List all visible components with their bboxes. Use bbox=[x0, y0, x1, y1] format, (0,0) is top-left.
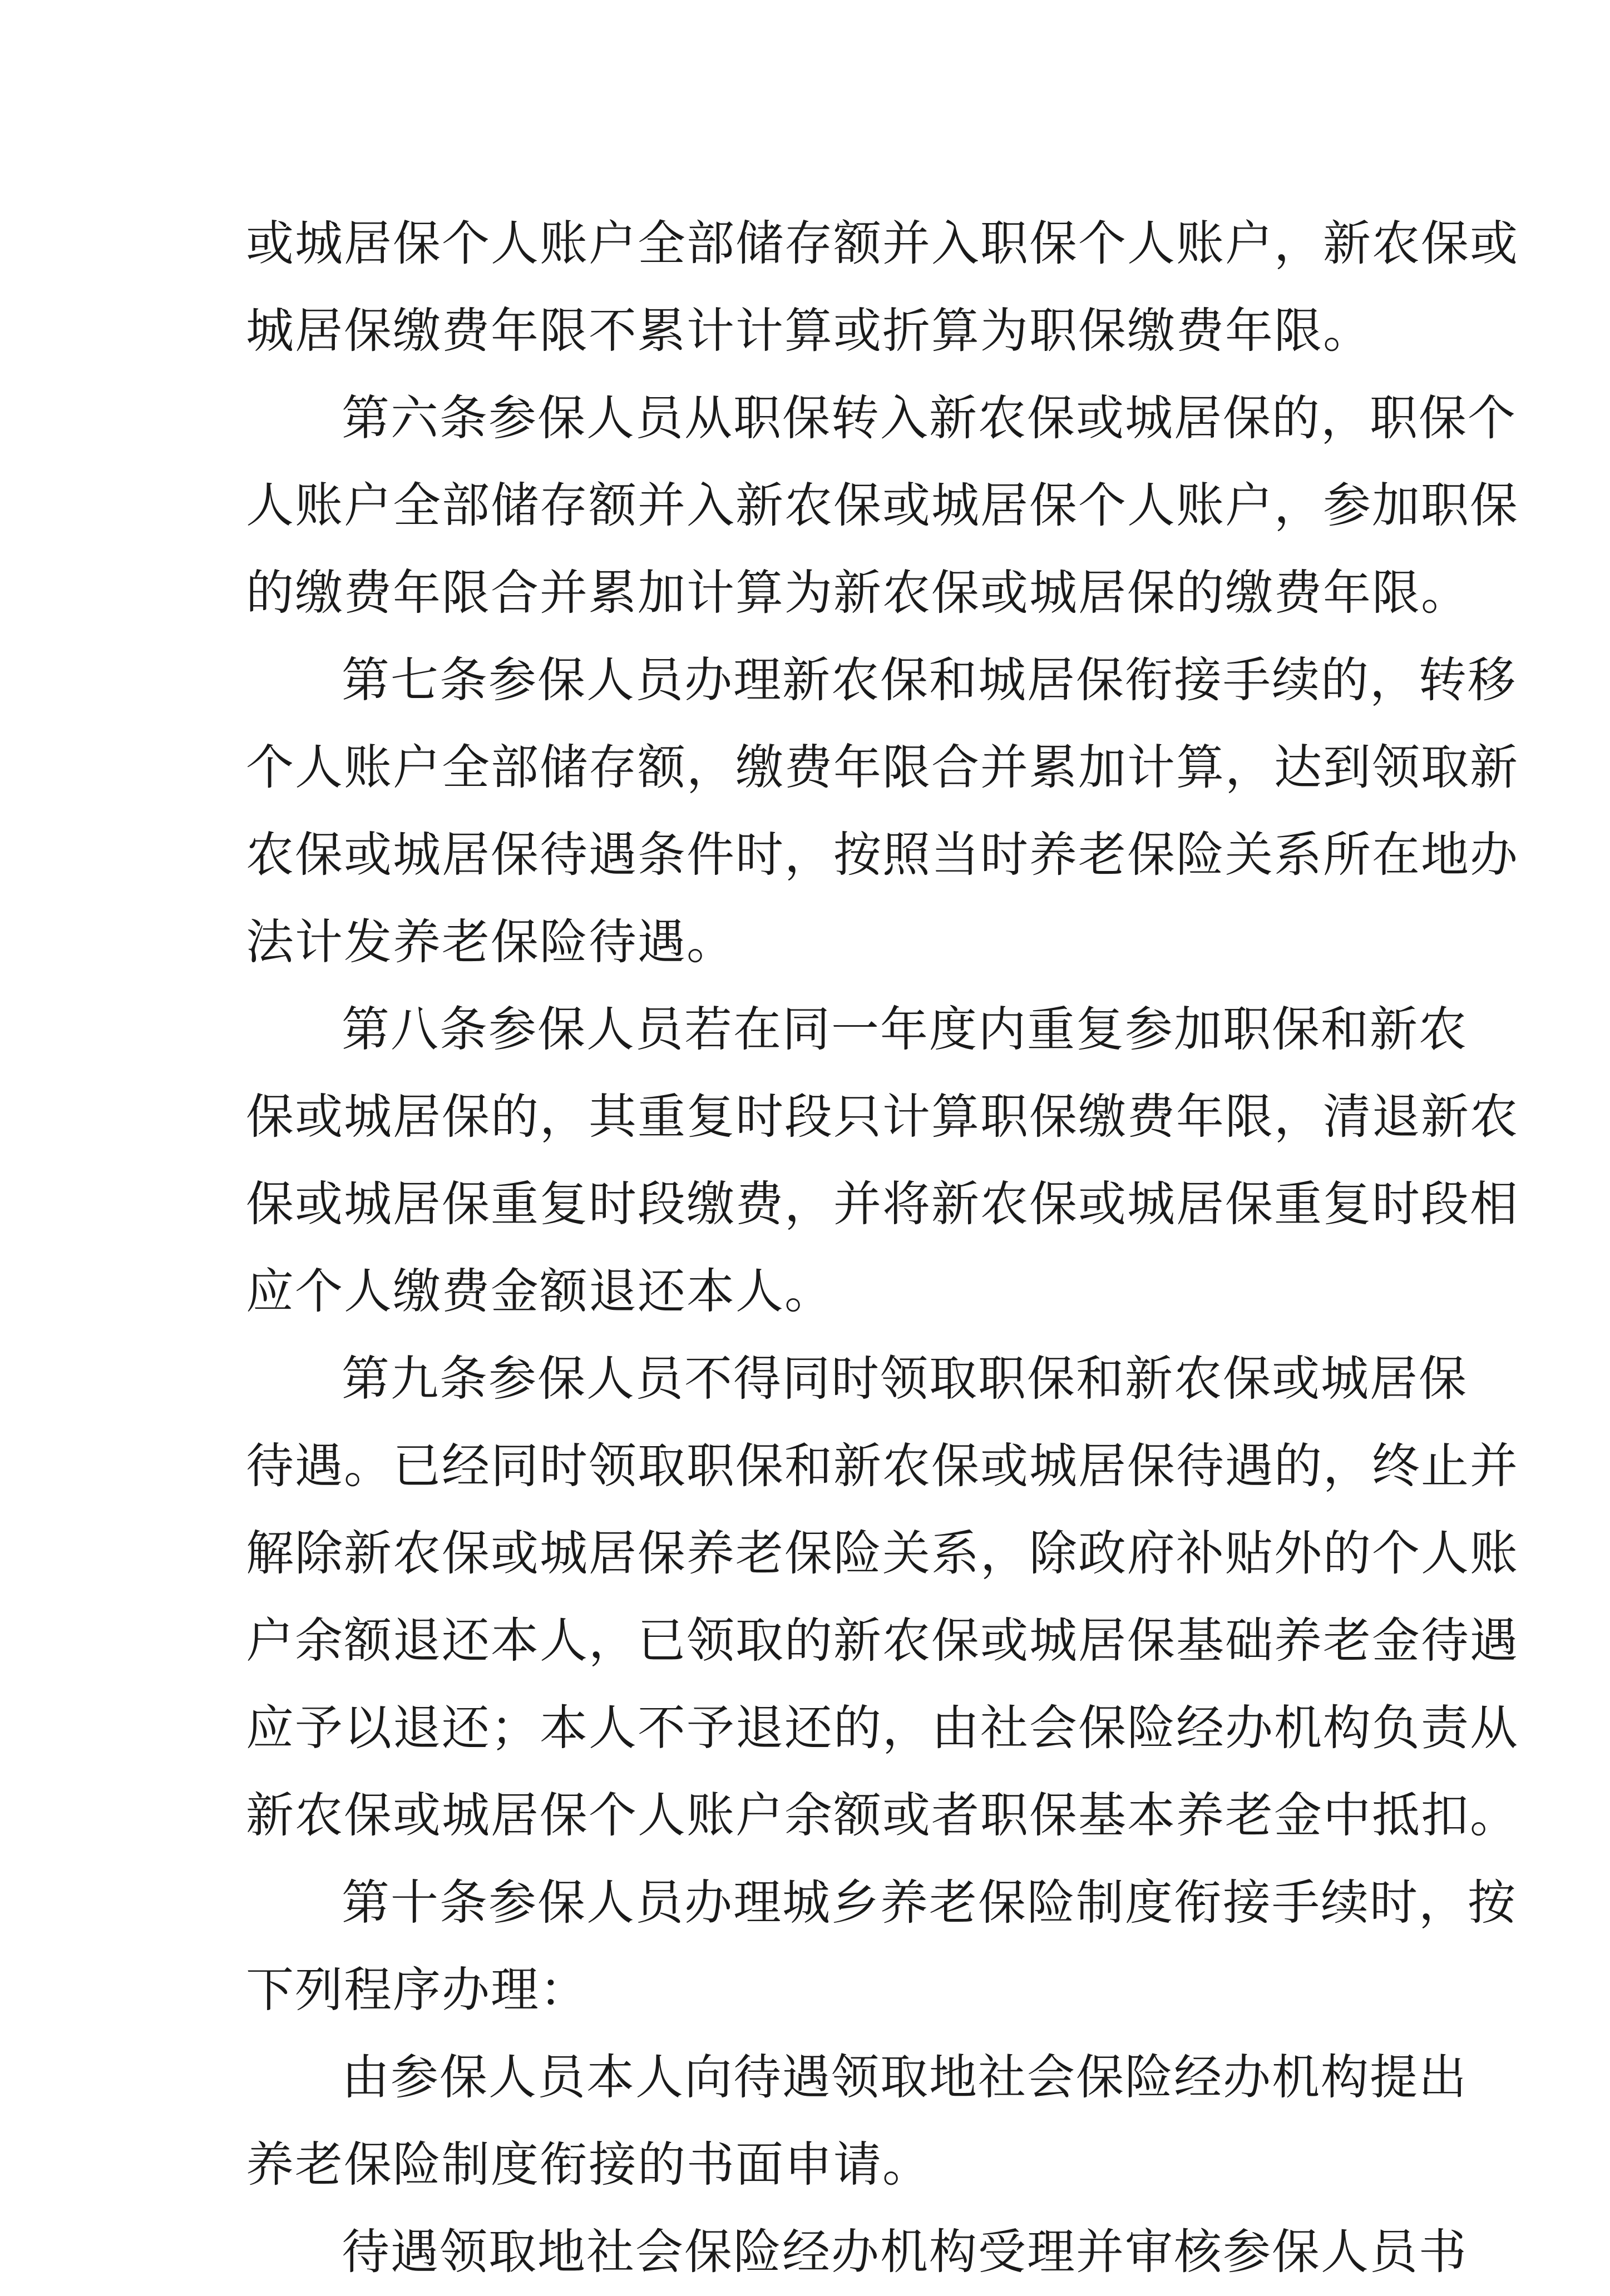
text-line: 农保或城居保待遇条件时，按照当时养老保险关系所在地办 bbox=[246, 827, 1519, 883]
text-line: 人账户全部储存额并入新农保或城居保个人账户，参加职保 bbox=[246, 478, 1519, 533]
text-line: 保或城居保重复时段缴费，并将新农保或城居保重复时段相 bbox=[246, 1176, 1519, 1232]
text-line: 应个人缴费金额退还本人。 bbox=[246, 1264, 833, 1319]
text-line: 第七条参保人员办理新农保和城居保衔接手续的，转移 bbox=[342, 652, 1517, 708]
text-line: 由参保人员本人向待遇领取地社会保险经办机构提出 bbox=[342, 2050, 1468, 2105]
text-line: 保或城居保的，其重复时段只计算职保缴费年限，清退新农 bbox=[246, 1089, 1519, 1145]
text-line: 第九条参保人员不得同时领取职保和新农保或城居保 bbox=[342, 1351, 1468, 1407]
text-line: 待遇领取地社会保险经办机构受理并审核参保人员书 bbox=[342, 2224, 1468, 2280]
text-line: 第八条参保人员若在同一年度内重复参加职保和新农 bbox=[342, 1002, 1468, 1057]
text-line: 下列程序办理： bbox=[246, 1962, 589, 2018]
text-line: 城居保缴费年限不累计计算或折算为职保缴费年限。 bbox=[246, 303, 1372, 359]
text-line: 户余额退还本人，已领取的新农保或城居保基础养老金待遇 bbox=[246, 1613, 1519, 1669]
text-line: 或城居保个人账户全部储存额并入职保个人账户，新农保或 bbox=[246, 216, 1519, 271]
text-line: 应予以退还；本人不予退还的，由社会保险经办机构负责从 bbox=[246, 1700, 1519, 1756]
text-line: 待遇。已经同时领取职保和新农保或城居保待遇的，终止并 bbox=[246, 1438, 1519, 1494]
body-text bbox=[246, 200, 1519, 2296]
text-line: 解除新农保或城居保养老保险关系，除政府补贴外的个人账 bbox=[246, 1526, 1519, 1581]
text-line: 第十条参保人员办理城乡养老保险制度衔接手续时，按 bbox=[342, 1875, 1517, 1931]
text-line: 法计发养老保险待遇。 bbox=[246, 914, 735, 970]
text-line: 新农保或城居保个人账户余额或者职保基本养老金中抵扣。 bbox=[246, 1788, 1519, 1843]
text-line: 养老保险制度衔接的书面申请。 bbox=[246, 2137, 931, 2193]
text-line: 的缴费年限合并累加计算为新农保或城居保的缴费年限。 bbox=[246, 565, 1470, 621]
text-line: 个人账户全部储存额，缴费年限合并累加计算，达到领取新 bbox=[246, 740, 1519, 795]
text-line: 第六条参保人员从职保转入新农保或城居保的，职保个 bbox=[342, 390, 1517, 446]
